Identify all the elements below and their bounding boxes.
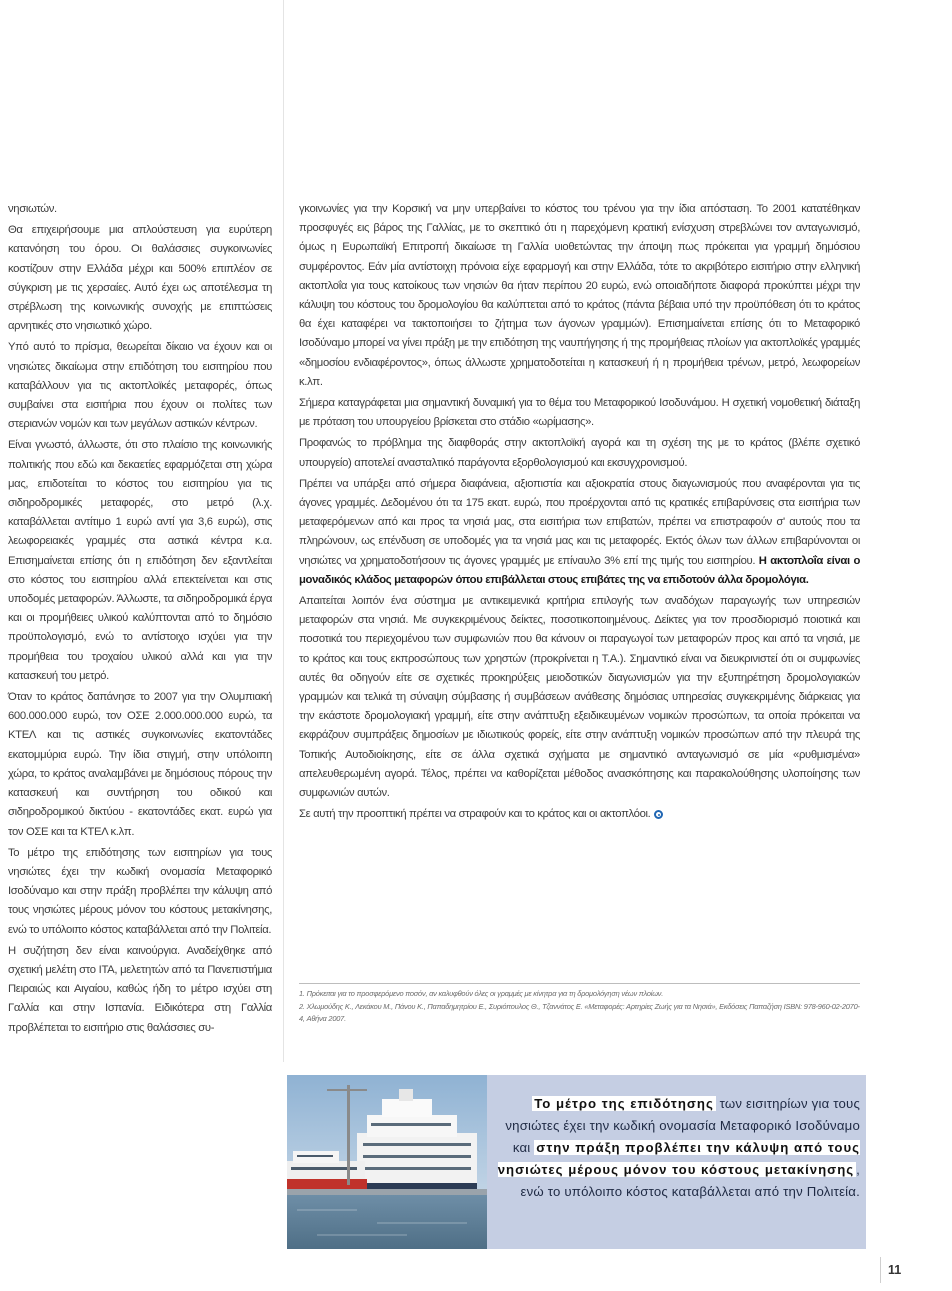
footnote: 2. Χλωμούδης Κ., Λεκάκου Μ., Πάνου Κ., Παπαδημητρίου Ε., Συριόπουλος Θ., Τζαννάτος Ε. «Μεταφορές: Αρτηρίες Ζωής για τα Νησιά», Εκδόσεις Παπαζήση ISBN: 978-960-02-2070-4, Αθήνα 2007. bbox=[299, 1001, 860, 1024]
bold-statement: Η ακτοπλοΐα είναι ο μοναδικός κλάδος μεταφορών όπου επιβάλλεται στους επιβάτες της να επιδοτούν άλλα δρομολόγια. bbox=[299, 554, 860, 586]
left-paragraph: Θα επιχειρήσουμε μια απλούστευση για ευρύτερη κατανόηση του όρου. Οι θαλάσσιες συγκοινωνίες κοστίζουν στην Ελλάδα μέχρι και 500% επιπλέον σε σύγκριση με τις χερσαίες. Αυτό έχει ως αποτέλεσμα τη στρέβλωση της κοινωνικής συνοχής με επιπτώσεις αρνητικές στο νησιωτικό χώρο. bbox=[8, 224, 272, 333]
left-paragraph: νησιωτών. bbox=[8, 203, 57, 215]
left-paragraph: Είναι γνωστό, άλλωστε, ότι στο πλαίσιο της κοινωνικής πολιτικής που εδώ και δεκαετίες εφαρμόζεται στη χώρα μας, επιδοτείται το κόστος του εισιτηρίου για τις σιδηροδρομικές μεταφορές, στο μετρό (λ.χ. καταβάλλεται αντίτιμο 1 ευρώ αντί για 3,6 ευρώ), στις λεωφορειακές γραμμές στα αστικά κέντρα κ.α. Επισημαίνεται επίσης ότι η επιδότηση δεν εξαντλείται στο κόστος του εισιτηρίου αλλά επεκτείνεται και στις υποδομές μεταφορών. Άλλωστε, τα σιδηροδρομικά έργα και οι προμήθειες υλικού καλύπτονται από το δημόσιο προϋπολογισμό, ενώ το αντίστοιχο ισχύει για την προμήθεια του τροχαίου υλικού αλλά και για την κατασκευή του μετρό. bbox=[8, 439, 272, 682]
pull-quote-highlight: στην πράξη προβλέπει την κάλυψη από τους νησιώτες μέρους μόνον του κόστους μετακίνησης bbox=[497, 1140, 860, 1177]
column-divider bbox=[283, 0, 284, 1062]
footnotes bbox=[299, 988, 864, 1026]
pull-quote-segment: , ενώ το υπόλοιπο κόστος καταβάλλεται από την Πολιτεία. bbox=[520, 1162, 860, 1199]
left-paragraph: Το μέτρο της επιδότησης των εισιτηρίων για τους νησιώτες έχει την κωδική ονομασία Μεταφορικό Ισοδύναμο και στην πράξη προβλέπει την κάλυψη από τους νησιώτες μέρους μόνον του κόστους μετακίνησης, ενώ το υπόλοιπο κόστος καταβάλλεται από την Πολιτεία. bbox=[8, 846, 272, 936]
circle-target-icon bbox=[654, 810, 663, 819]
pull-quote-text bbox=[494, 1093, 860, 1203]
right-paragraph: γκοινωνίες για την Κορσική να μην υπερβαίνει το κόστος του τρένου για την ίδια απόσταση. Το 2001 κατατέθηκαν προσφυγές εις βάρος της Γαλλίας, με το σκεπτικό ότι η παρεχόμενη κρατική ενίσχυση στρεβλώνει τον ανταγωνισμό, όμως η Ευρωπαϊκή Επιτροπή δικαίωσε τη Γαλλία υιοθετώντας την άποψη πως πρόκειται για γραμμή δημόσιου συμφέροντος. Εάν μία αντίστοιχη πρόνοια είχε εφαρμογή και στην Ελλάδα, τότε το ακριβότερο εισιτήριο στην ελληνική ακτοπλοΐα για τους κατοίκους των νησιών θα ήταν περίπου 20 ευρώ, ενώ οποιαδήποτε διαφορά προκύπτει μέχρι την κάλυψη του κόστους του δρομολογίου θα καλύπτεται από το κράτος (πάντα βέβαια υπό την προϋπόθεση ότι το κράτος θα έχει καταφέρει να τακτοποιήσει το ζήτημα των άγονων γραμμών). Επισημαίνεται επίσης ότι το Μεταφορικό Ισοδύναμο μπορεί να γίνει πράξη με την επιδότηση της ναυπήγησης ή της προμήθειας πλοίων για ακτοπλοϊκές γραμμές «δημοσίου ενδιαφέροντος», όπως άλλωστε χρηματοδοτείται η κατασκευή ή η προμήθεια τρένων, μετρό, λεωφορείων κ.λπ. bbox=[299, 203, 860, 388]
right-paragraph: Απαιτείται λοιπόν ένα σύστημα με αντικειμενικά κριτήρια επιλογής των αναδόχων παραγωγής των υπηρεσιών μεταφορών στα νησιά. Με συγκεκριμένους δείκτες, ποσοτικοποιημένους. Δείκτες για τον προσδιορισμό ποιοτικά και ποσοτικά του περιεχομένου των συμφωνιών που θα κάνουν οι παραγωγοί των μεταφορών προς και από τα νησιά, με το κράτος και τους εκπροσώπους των χρηστών (προκρίνεται η Τ.Α.). Σημαντικό είναι να διευκρινιστεί ότι οι συμφωνίες αυτές θα οδηγούν είτε σε σχετικές προκηρύξεις μειοδοτικών διαγωνισμών για την εξυπηρέτηση δρομολογιακών γραμμών και τελικά τη σύναψη σύμβασης ή συμβάσεων ανάθεσης δημόσιας υπηρεσίας συγκεκριμένης διάρκειας για την εκάστοτε δρομολογιακή γραμμή, είτε στην ανάπτυξη εξειδικευμένων νομικών προσώπων, τα οποία πρόκειται να εκφράζουν συμπράξεις δημοσίων με ιδιωτικούς φορείς, είτε στην ανάπτυξη νομικών προσώπων από την πλευρά της Τοπικής Αυτοδιοίκησης, είτε σε άλλα σχετικά σχήματα με σημαντικό ανταγωνισμό σε μία «ρυθμισμένα» απελευθερωμένη αγορά. Τέλος, πρέπει να καθορίζεται μέθοδος ανασκόπησης και παρακολούθησης υλοποίησης των συμφωνιών αυτών. bbox=[299, 595, 860, 800]
right-paragraph-text: Πρέπει να υπάρξει από σήμερα διαφάνεια, αξιοπιστία και αξιοκρατία στους διαγωνισμούς που αναφέρονται για τις άγονες γραμμές. Δεδομένου ότι τα 175 εκατ. ευρώ, που προέρχονται από τις κρατικές επιβαρύνσεις στα εισιτήρια των μεταφερόμενων από και προς τα νησιά μας, στα εισιτήρια των επιβατών, πρέπει να επιστραφούν σ' αυτούς που τα πληρώνουν, ως επένδυση σε υποδομές για τα νησιά μας και τις μεταφορές. Εκτός όλων των άλλων επιβαρύνονται οι νησιώτες να χρηματοδοτήσουν τις άγονες γραμμές με επίναυλο 3% επί της τιμής του εισιτηρίου. bbox=[299, 477, 860, 567]
footnote: 1. Πρόκειται για το προσφερόμενο ποσόν, αν καλυφθούν όλες οι γραμμές με κίνητρα για τη δρομολόγηση νέων πλοίων. bbox=[299, 989, 664, 998]
left-paragraph: Υπό αυτό το πρίσμα, θεωρείται δίκαιο να έχουν και οι νησιώτες δικαίωμα στην επιδότηση του εισιτηρίου που καταβάλλουν για τις ακτοπλοϊκές μεταφορές, όπως συμβαίνει στα εισιτήρια που έχουν οι πολίτες των στεριανών νομών και των μεγάλων αστικών κέντρων. bbox=[8, 341, 272, 431]
right-column bbox=[299, 200, 860, 827]
right-paragraph: Σήμερα καταγράφεται μια σημαντική δυναμική για το θέμα του Μεταφορικού Ισοδυνάμου. Η σχετική νομοθετική διάταξη με πρόταση του υπουργείου βρίσκεται στο στάδιο «ωρίμασης». bbox=[299, 397, 860, 429]
ferry-in-port-photo bbox=[287, 1075, 487, 1249]
left-paragraph: Όταν το κράτος δαπάνησε το 2007 για την Ολυμπιακή 600.000.000 ευρώ, τον ΟΣΕ 2.000.000.000 ευρώ, τα ΚΤΕΛ και τις αστικές συγκοινωνίες εκατοντάδες εκατομμύρια ευρώ. Την ίδια στιγμή, στην υπόλοιπη χώρα, το κράτος αναλαμβάνει με δημόσιους πόρους την κατασκευή και συντήρηση του οδικού και σιδηροδρομικού δικτύου - εκατοντάδες εκατ. ευρώ για τον ΟΣΕ και τα ΚΤΕΛ κ.λπ. bbox=[8, 691, 272, 838]
ferry-photo bbox=[287, 1075, 487, 1249]
pull-quote-segment: των εισιτηρίων για τους νησιώτες έχει την κωδική ονομασία Μεταφορικό Ισοδύναμο και bbox=[505, 1096, 860, 1155]
left-paragraph: Η συζήτηση δεν είναι καινούργια. Αναδείχθηκε από σχετική μελέτη στο ΙΤΑ, μελετητών από τα Πανεπιστήμια Πειραιώς και Αιγαίου, καθώς ήδη το μέτρο ισχύει στη Γαλλία και στην Ισπανία. Ειδικότερα στη Γαλλία προβλέπεται το εισιτήριο στις θαλάσσιες συ- bbox=[8, 944, 272, 1034]
page-number: 11 bbox=[888, 1263, 902, 1277]
footnote-rule bbox=[299, 983, 860, 984]
pull-quote-box bbox=[287, 1075, 866, 1249]
closing-text: Σε αυτή την προοπτική πρέπει να στραφούν και το κράτος και οι ακτοπλόοι. bbox=[299, 808, 651, 821]
pull-quote-highlight: Το μέτρο της επιδότησης bbox=[534, 1096, 714, 1111]
right-paragraph: Προφανώς το πρόβλημα της διαφθοράς στην ακτοπλοϊκή αγορά και τη σχέση της με το κράτος (βλέπε σχετικό υπουργείο) αποτελεί ανασταλτικό παράγοντα εξορθολογισμού και εκσυγχρονισμού. bbox=[299, 437, 860, 469]
right-paragraph bbox=[299, 475, 860, 590]
left-column bbox=[8, 200, 272, 1040]
closing-paragraph bbox=[299, 805, 860, 824]
